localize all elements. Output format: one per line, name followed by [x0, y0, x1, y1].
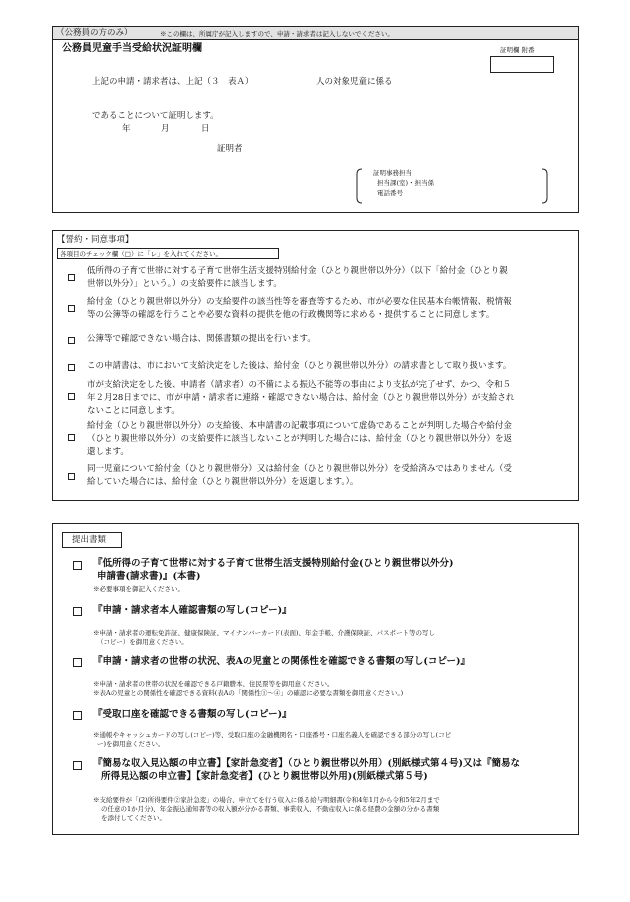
pledge-checkbox-7[interactable] [68, 473, 75, 480]
certifier-label: 証明者 [217, 144, 243, 154]
official-title: 公務員児童手当受給状況証明欄 [62, 43, 202, 54]
doc-item-1-title: 『低所得の子育て世帯に対する子育て世帯生活支援特別給付金(ひとり親世帯以外分) 申請書(請求書)』(本書) [93, 558, 454, 582]
office-label: 証明事務担当 [373, 169, 412, 177]
pledge-item-5: 市が支給決定をした後、申請者（請求者）の不備による振込不能等の事由により支払が完了せず、かつ、令和５ 年２月28日までに、市が申請・請求者に連絡・確認できない場合は、給付金（ひとり親世帯以外分）が支給され ないことに同意します。 [87, 380, 515, 416]
documents-header: 提出書類 [72, 535, 107, 545]
pledge-item-7: 同一児童について給付金（ひとり親世帯分）又は給付金（ひとり親世帯以外分）を受給済みではありません（受 給していた場合には、給付金（ひとり親世帯以外分）を返還します。）。 [87, 464, 512, 487]
pledge-checkbox-5[interactable] [68, 393, 75, 400]
doc-item-2-title: 『申請・請求者本人確認書類の写し(コピー)』 [93, 605, 292, 616]
doc-item-4-title: 『受取口座を確認できる書類の写し(コピー)』 [93, 709, 292, 720]
doc-checkbox-4[interactable] [73, 711, 82, 720]
pledge-header: 【誓約・同意事項】 [57, 235, 134, 245]
pledge-item-3: 公簿等で確認できない場合は、関係書類の提出を行います。 [87, 334, 316, 344]
cert-number-field[interactable] [490, 56, 554, 73]
doc-item-3-title: 『申請・請求者の世帯の状況、表Aの児童との関係性を確認できる書類の写し(コピー)』 [93, 656, 470, 667]
date-year: 年 [122, 124, 131, 134]
doc-item-5-title: 『簡易な収入見込額の申立書】【家計急変者】（ひとり親世帯以外用）(別紙様式第４号)又は『簡易な 所得見込額の申立書】【家計急変者】(ひとり親世帯以外用)(別紙様式第５号) [93, 758, 520, 782]
doc-item-1-note: ※必要事項を御記入ください。 [93, 585, 184, 593]
official-note: ※この欄は、所属庁が記入しますので、申請・請求者は記入しないでください。 [160, 30, 394, 38]
doc-item-3-note: ※申請・請求者の世帯の状況を確認できる戸籍謄本、住民票等を御用意ください。 ※表Aの児童との関係性を確認できる資料(表Aの「関係性①～④」の確認に必要な書類を御用意ください。) [93, 680, 404, 697]
office-section-label: 担当課(室)・担当係 [377, 179, 435, 187]
doc-item-2-note: ※申請・請求者の運転免許証、健康保険証、マイナンバーカード(表面)、年金手帳、介護保険証、パスポート等の写し （コピー）を御用意ください。 [93, 629, 436, 646]
date-month: 月 [161, 124, 170, 134]
pledge-checkbox-6[interactable] [68, 434, 75, 441]
pledge-checkbox-2[interactable] [68, 305, 75, 312]
pledge-instruction: 各項目のチェック欄（□）に「レ」を入れてください。 [60, 250, 222, 258]
pledge-checkbox-4[interactable] [68, 364, 75, 371]
doc-checkbox-3[interactable] [73, 658, 82, 667]
cert-number-label: 証明欄 附番 [500, 46, 535, 54]
doc-checkbox-5[interactable] [73, 761, 82, 770]
official-tag: （公務員の方のみ） [56, 28, 133, 38]
doc-item-5-note: ※支給要件が「(2)所得要件②家計急変」の場合、申立てを行う収入に係る給与明細書(令和4年1月から令和5年2月まで の任意の1か月分)、年金振込通知書等の収入額が分かる書類、事業収入、不動産収入に係る経費の金額の分かる書類 を添付してください。 [93, 796, 440, 822]
pledge-item-6: 給付金（ひとり親世帯以外分）の支給後、本申請書の記載事項について虚偽であることが判明した場合や給付金 （ひとり親世帯以外分）の支給要件に該当しないことが判明した場合には、給付金（ひとり親世帯以外分）を返 還します。 [87, 421, 513, 457]
date-day: 日 [201, 124, 210, 134]
cert-line1-a: 上記の申請・請求者は、上記（３ 表Ａ） [92, 77, 254, 87]
pledge-item-2: 給付金（ひとり親世帯以外分）の支給要件の該当性等を審査等するため、市が必要な住民基本台帳情報、税情報 等の公簿等の確認を行うことや必要な資料の提供を他の行政機関等に求める・提供することに同意します。 [87, 297, 512, 320]
pledge-checkbox-1[interactable] [68, 274, 75, 281]
cert-line2: であることについて証明します。 [92, 111, 219, 121]
office-phone-label: 電話番号 [377, 189, 403, 197]
doc-checkbox-2[interactable] [73, 607, 82, 616]
cert-line1-b: 人の対象児童に係る [316, 77, 393, 87]
pledge-item-1: 低所得の子育て世帯に対する子育て世帯生活支援特別給付金（ひとり親世帯以外分）（以下「給付金（ひとり親 世帯以外分）」という。）の支給要件に該当します。 [87, 266, 508, 289]
pledge-item-4: この申請書は、市において支給決定をした後は、給付金（ひとり親世帯以外分）の請求書として取り扱います。 [87, 361, 512, 371]
pledge-checkbox-3[interactable] [68, 337, 75, 344]
doc-item-4-note: ※通帳やキャッシュカードの写し(コピー)等、受取口座の金融機関名・口座番号・口座名義人を確認できる部分の写し(コピ ー)を御用意ください。 [93, 731, 452, 748]
doc-checkbox-1[interactable] [73, 561, 82, 570]
